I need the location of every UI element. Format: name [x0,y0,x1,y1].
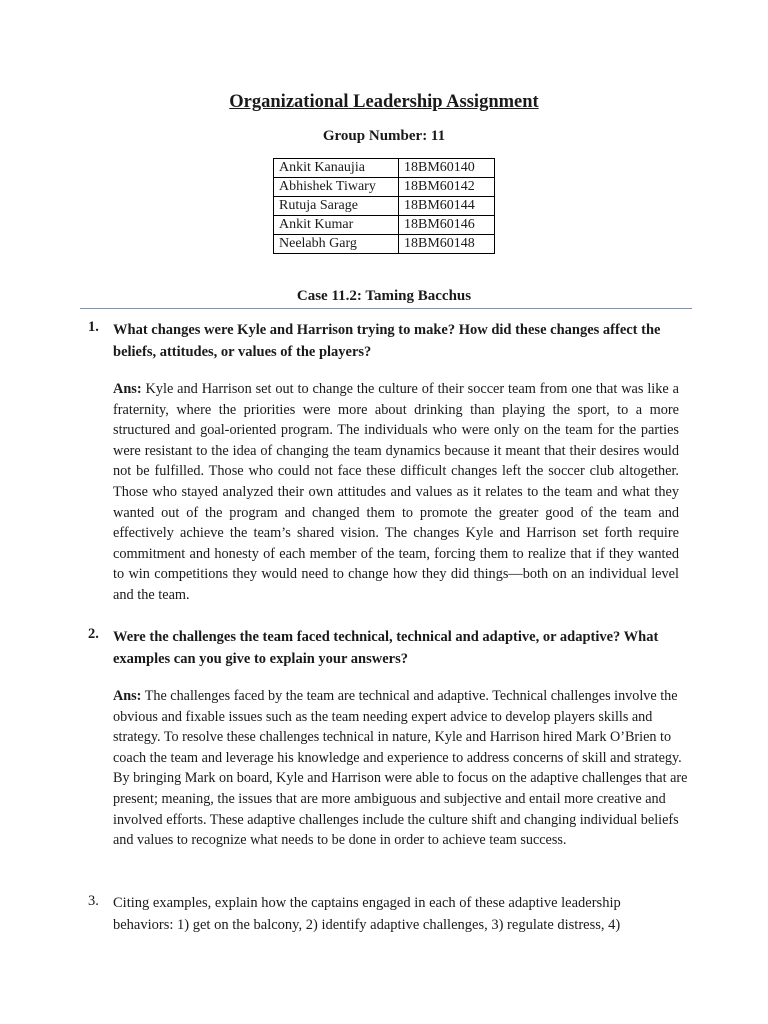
member-name: Neelabh Garg [274,235,399,254]
member-roll: 18BM60142 [399,178,495,197]
member-roll: 18BM60140 [399,159,495,178]
answer-paragraph [113,686,688,851]
member-name: Ankit Kanaujia [274,159,399,178]
members-table [273,158,495,254]
table-row [274,216,495,235]
table-row [274,159,495,178]
member-name: Rutuja Sarage [274,197,399,216]
case-title: Case 11.2: Taming Bacchus [296,288,472,304]
answer-text: The challenges faced by the team are technical and adaptive. Technical challenges involve the obvious and fixable issues such as the team needing expert advice to develop players skills and strategy. To resolve these challenges technical in nature, Kyle and Harrison hired Mark O’Brien to coach the team and leverage his knowledge and experience to address concerns of skill and strategy. By bringing Mark on board, Kyle and Harrison were able to focus on the adaptive challenges that are present; meaning, the issues that are more ambiguous and subjective and entail more creative and involved efforts. These adaptive challenges include the culture shift and changing individual beliefs and values to recognize what needs to be done in order to achieve team success. [113,688,688,849]
answer-label: Ans: [113,381,142,397]
question-text: Citing examples, explain how the captains engaged in each of these adaptive leadership behaviors: 1) get on the balcony, 2) identify adaptive challenges, 3) regulate distress, 4) [113,895,621,933]
member-roll: 18BM60148 [399,235,495,254]
question-text: Were the challenges the team faced technical, technical and adaptive, or adaptive? What examples can you give to explain your answers? [113,629,659,667]
member-name: Ankit Kumar [274,216,399,235]
table-row [274,178,495,197]
member-roll: 18BM60146 [399,216,495,235]
question-text: What changes were Kyle and Harrison trying to make? How did these changes affect the beliefs, attitudes, or values of the players? [113,322,661,360]
table-row [274,235,495,254]
member-name: Abhishek Tiwary [274,178,399,197]
question-number: 3. [88,893,99,909]
answer-label: Ans: [113,688,142,704]
table-row [274,197,495,216]
member-roll: 18BM60144 [399,197,495,216]
answer-text: Kyle and Harrison set out to change the culture of their soccer team from one that was like a fraternity, where the priorities were more about drinking than playing the sport, to a more structured and goal-oriented program. The individuals who were only on the team for the parties were resistant to the idea of changing the team dynamics because it meant that their desires would not be fulfilled. Those who could not face these difficult changes left the soccer club altogether. Those who stayed analyzed their own attitudes and values as it relates to the team and what they wanted out of the program and changed them to promote the greater good of the team and effectively achieve the team’s shared vision. The changes Kyle and Harrison set forth require commitment and honesty of each member of the team, forcing them to realize that if they wanted to win competitions they would need to change how they did things—both on an individual level and the team. [113,381,679,603]
question-number: 2. [88,626,99,642]
document-title: Organizational Leadership Assignment [229,92,539,112]
divider [80,308,692,309]
answer-paragraph [113,379,679,606]
group-number: Group Number: 11 [322,128,446,144]
question-number: 1. [88,319,99,335]
